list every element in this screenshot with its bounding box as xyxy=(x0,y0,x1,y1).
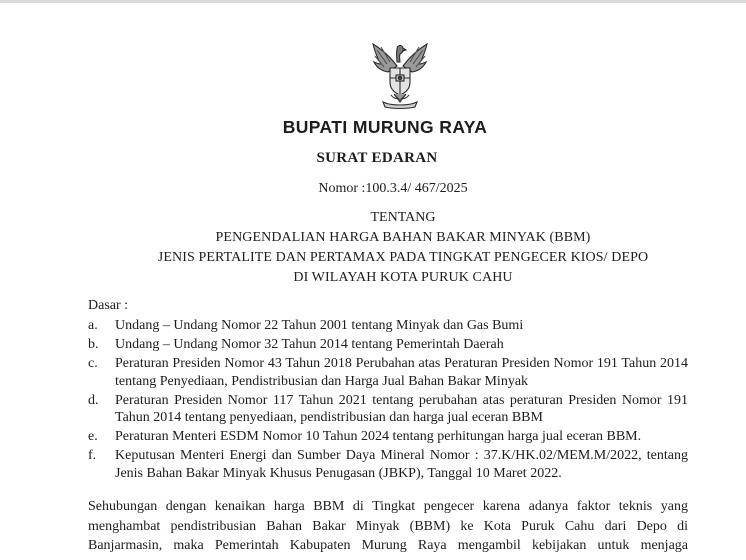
closing-line: Banjarmasin, maka Pemerintah Kabupaten Murung Raya mengambil kebijakan untuk menjaga xyxy=(88,538,688,553)
basis-item-marker: f. xyxy=(88,448,97,463)
basis-item xyxy=(88,355,688,390)
basis-item-text: Peraturan Presiden Nomor 117 Tahun 2021 tentang perubahan atas peraturan Presiden Nomor 191 Tahun 2014 tentang penyediaan, pendistribusian dan harga jual eceran BBM xyxy=(115,392,688,425)
basis-item-text: Peraturan Menteri ESDM Nomor 10 Tahun 2024 tentang perhitungan harga jual eceran BBM. xyxy=(115,429,642,444)
subject-line: JENIS PERTALITE DAN PERTAMAX PADA TINGKAT PENGECER KIOS/ DEPO xyxy=(157,250,649,265)
basis-label: Dasar : xyxy=(88,298,129,313)
document-type: SURAT EDARAN xyxy=(316,150,438,166)
document-number: Nomor :100.3.4/ 467/2025 xyxy=(318,181,468,196)
subject-line: DI WILAYAH KOTA PURUK CAHU xyxy=(293,270,513,285)
basis-item xyxy=(88,317,688,335)
subject-label: TENTANG xyxy=(370,210,436,225)
basis-list xyxy=(88,317,688,484)
garuda-emblem-icon xyxy=(369,40,431,110)
basis-item xyxy=(88,428,688,446)
basis-item xyxy=(88,336,688,354)
basis-item-marker: e. xyxy=(88,429,98,444)
basis-item-text: Peraturan Presiden Nomor 43 Tahun 2018 Perubahan atas Peraturan Presiden Nomor 191 Tahun 2014 tentang Penyediaan, Pendistribusian dan Harga Jual Bahan Bakar Minyak xyxy=(115,356,688,389)
closing-line: Sehubungan dengan kenaikan harga BBM di Tingkat pengecer karena adanya faktor teknis yang xyxy=(88,499,688,514)
basis-item-marker: d. xyxy=(88,392,99,408)
basis-item xyxy=(88,392,688,427)
basis-item-marker: b. xyxy=(88,337,99,352)
page-top-edge xyxy=(0,0,746,3)
basis-item xyxy=(88,447,688,482)
closing-line: menghambat pendistribusian Bahan Bakar Minyak (BBM) ke Kota Puruk Cahu dari Depo di xyxy=(88,518,688,534)
basis-item-text: Undang – Undang Nomor 22 Tahun 2001 tentang Minyak dan Gas Bumi xyxy=(115,318,524,333)
basis-item-marker: a. xyxy=(88,318,98,333)
basis-item-marker: c. xyxy=(88,356,98,371)
basis-item-text: Undang – Undang Nomor 32 Tahun 2014 tentang Pemerintah Daerah xyxy=(115,337,504,352)
subject-line: PENGENDALIAN HARGA BAHAN BAKAR MINYAK (BBM) xyxy=(215,230,591,245)
basis-item-text: Keputusan Menteri Energi dan Sumber Daya Mineral Nomor : 37.K/HK.02/MEM.M/2022, tentang Jenis Bahan Bakar Minyak Khusus Penugasan (JBKP), Tanggal 10 Maret 2022. xyxy=(115,448,688,481)
issuer-title: BUPATI MURUNG RAYA xyxy=(282,117,488,137)
closing-paragraph xyxy=(88,497,688,556)
